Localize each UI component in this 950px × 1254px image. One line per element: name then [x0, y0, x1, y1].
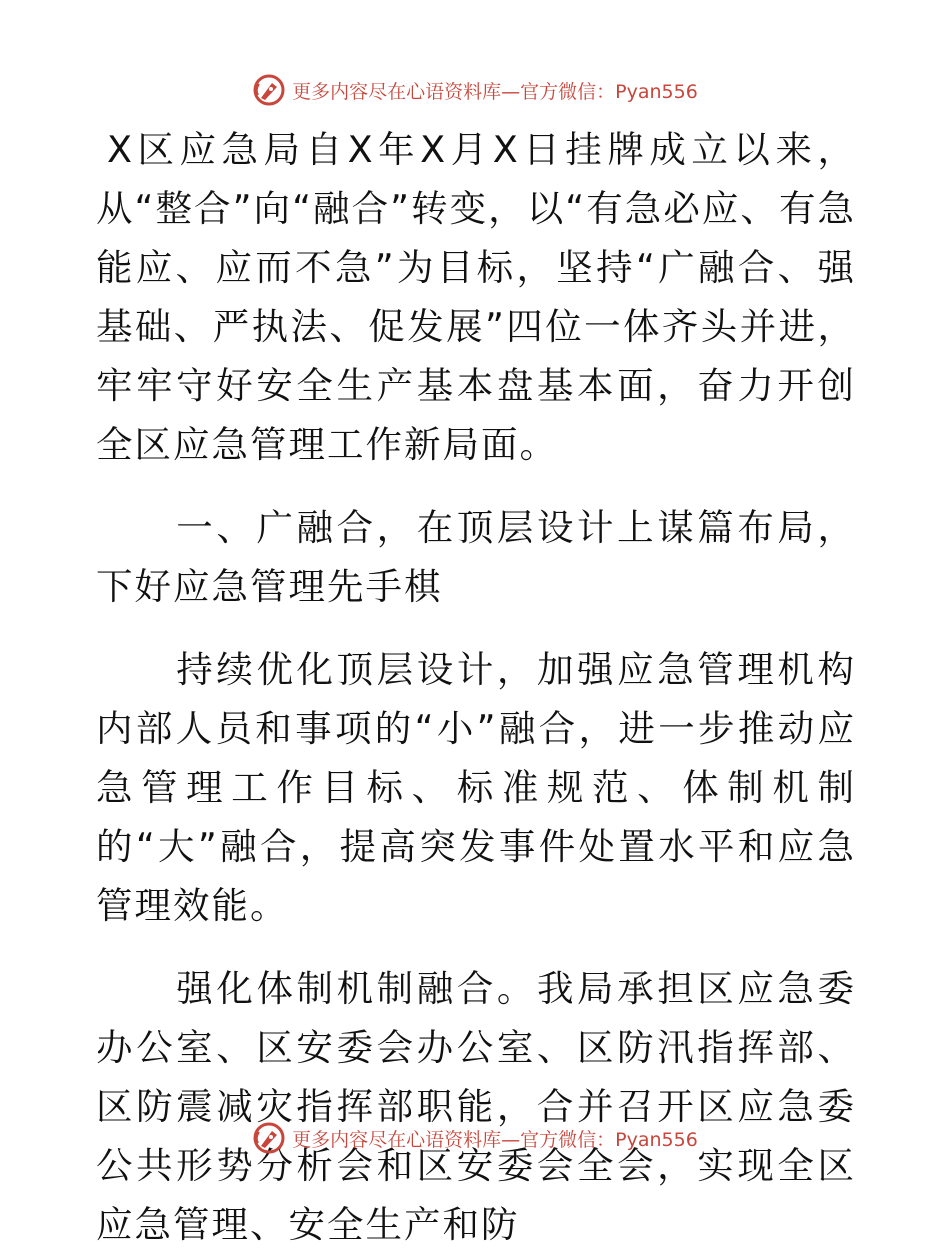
watermark-text: 更多内容尽在心语资料库—官方微信：Pyan556: [292, 80, 698, 103]
paragraph-overview: 持续优化顶层设计，加强应急管理机构内部人员和事项的“小”融合，进一步推动应急管理工作目标、标准规范、体制机制的“大”融合，提高突发事件处置水平和应急管理效能。: [96, 648, 856, 927]
watermark-footer: [0, 1118, 950, 1158]
pen-nib-circle-icon: [252, 73, 286, 107]
pen-nib-circle-icon: [252, 1121, 286, 1155]
section-heading-1: 一、广融合，在顶层设计上谋篇布局，下好应急管理先手棋: [96, 506, 856, 608]
watermark-text: 更多内容尽在心语资料库—官方微信：Pyan556: [292, 1128, 698, 1151]
document-body: [96, 120, 856, 1254]
watermark-header: [0, 70, 950, 110]
paragraph-intro: X区应急局自X年X月X日挂牌成立以来，从“整合”向“融合”转变，以“有急必应、有急能应、应而不急”为目标，坚持“广融合、强基础、严执法、促发展”四位一体齐头并进，牢牢守好安全生产基本盘基本面，奋力开创全区应急管理工作新局面。: [96, 128, 856, 466]
paragraph-mechanism: 强化体制机制融合。我局承担区应急委办公室、区安委会办公室、区防汛指挥部、区防震减灾指挥部职能，合并召开区应急委公共形势分析会和区安委会全会，实现全区应急管理、安全生产和防: [96, 967, 856, 1246]
